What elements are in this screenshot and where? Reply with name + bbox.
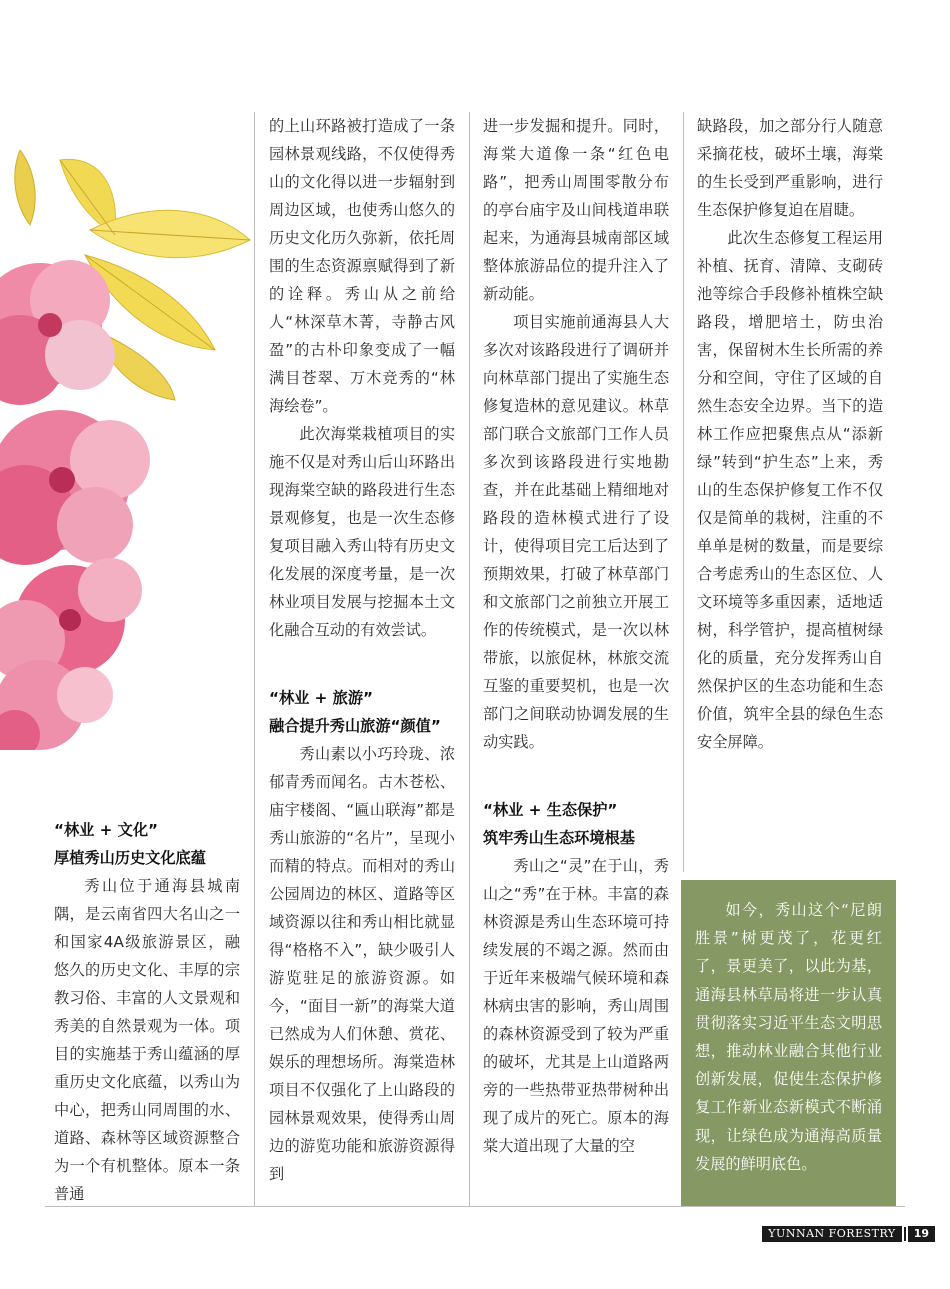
blossom-cluster-middle [0,410,150,565]
column-1 [54,816,240,1208]
section-heading-tourism: “林业 + 旅游” [269,689,374,707]
section-subheading-ecology: 筑牢秀山生态环境根基 [483,829,635,847]
page-footer [762,1226,935,1242]
column-divider [469,112,470,1207]
bottom-rule [45,1206,905,1207]
blossom-cluster-top [0,260,115,405]
section-subheading-tourism: 融合提升秀山旅游“颜值” [269,717,441,735]
paragraph: 缺路段，加之部分行人随意采摘花枝，破坏土壤，海棠的生长受到严重影响，进行生态保护修复迫在眉睫。 [697,117,883,219]
blossom-cluster-bottom [0,660,113,750]
paragraph: 此次生态修复工程运用补植、抚育、清障、支砌砖池等综合手段修补植株空缺路段，增肥培土，防虫治害，保留树木生长所需的养分和空间，守住了区域的自然生态安全边界。当下的造林工作应把聚焦点从“添新绿”转到“护生态”上来，秀山的生态保护修复工作不仅仅是简单的栽树，注重的不单单是树的数量，而是要综合考虑秀山的生态区位、人文环境等多重因素，适地适树，科学管护，提高植树绿化的质量，充分发挥秀山自然保护区的生态功能和生态价值，筑牢全县的绿色生态安全屏障。 [697,229,883,751]
section-heading-culture: “林业 + 文化” [54,821,159,839]
paragraph: 秀山位于通海县城南隅，是云南省四大名山之一和国家4A级旅游景区，融悠久的历史文化、丰厚的宗教习俗、丰富的人文景观和秀美的自然景观为一体。项目的实施基于秀山蕴涵的厚重历史文化底蕴，以秀山为中心，把秀山同周围的水、道路、森林等区域资源整合为一个有机整体。原本一条普通 [54,877,240,1203]
summary-paragraph: 如今，秀山这个“尼朗胜景”树更茂了，花更红了，景更美了，以此为基，通海县林草局将进一步认真贯彻落实习近平生态文明思想，推动林业融合其他行业创新发展，促使生态保护修复工作新业态新模式不断涌现，让绿色成为通海高质量发展的鲜明底色。 [695,901,882,1173]
paragraph: 项目实施前通海县人大多次对该路段进行了调研并向林草部门提出了实施生态修复造林的意见建议。林草部门联合文旅部门工作人员多次到该路段进行实地勘查，并在此基础上精细地对路段的造林模式进行了设计，使得项目完工后达到了预期效果，打破了林草部门和文旅部门之前独立开展工作的传统模式，是一次以林带旅，以旅促林，林旅交流互鉴的重要契机，也是一次部门之间联动协调发展的生动实践。 [483,313,669,751]
paragraph: 进一步发掘和提升。同时，海棠大道像一条“红色电路”，把秀山周围零散分布的亭台庙宇及山间栈道串联起来，为通海县城南部区域整体旅游品位的提升注入了新动能。 [483,117,669,303]
blossom-cluster-lower [0,558,142,680]
section-heading-ecology: “林业 + 生态保护” [483,801,618,819]
column-divider [683,112,684,872]
column-divider [254,112,255,1207]
paragraph: 的上山环路被打造成了一条园林景观线路，不仅使得秀山的文化得以进一步辐射到周边区域，也使秀山悠久的历史文化历久弥新，依托周围的生态资源禀赋得到了新的诠释。秀山从之前给人“林深草木菁，寺静古风盈”的古朴印象变成了一幅满目苍翠、万木竞秀的“林海绘卷”。 [269,117,455,415]
column-2 [269,112,455,1188]
paragraph: 秀山之“灵”在于山，秀山之“秀”在于林。丰富的森林资源是秀山生态环境可持续发展的不竭之源。然而由于近年来极端气候环境和森林病虫害的影响，秀山周围的森林资源受到了较为严重的破坏，尤其是上山道路两旁的一些热带亚热带树种出现了成片的死亡。原本的海棠大道出现了大量的空 [483,857,669,1155]
column-3 [483,112,669,1160]
paragraph: 秀山素以小巧玲珑、浓郁青秀而闻名。古木苍松、庙宇楼阁、“匾山联海”都是秀山旅游的“名片”，呈现小而精的特点。而相对的秀山公园周边的林区、道路等区域资源以往和秀山相比就显得“格格不入”，缺少吸引人游览驻足的旅游资源。如今，“面目一新”的海棠大道已然成为人们休憩、赏花、娱乐的理想场所。海棠造林项目不仅强化了上山路段的园林景观效果，使得秀山周边的游览功能和旅游资源得到 [269,745,455,1183]
footer-separator [904,1227,906,1241]
closing-summary-box [681,880,896,1206]
crabapple-blossom-illustration [0,150,260,750]
section-subheading-culture: 厚植秀山历史文化底蕴 [54,849,206,867]
paragraph: 此次海棠栽植项目的实施不仅是对秀山后山环路出现海棠空缺的路段进行生态景观修复，也是一次生态修复项目融入秀山特有历史文化发展的深度考量，是一次林业项目发展与挖掘本土文化融合互动的有效尝试。 [269,425,455,639]
page-number: 19 [908,1226,935,1242]
column-4 [697,112,883,756]
magazine-name: YUNNAN FORESTRY [762,1226,901,1242]
